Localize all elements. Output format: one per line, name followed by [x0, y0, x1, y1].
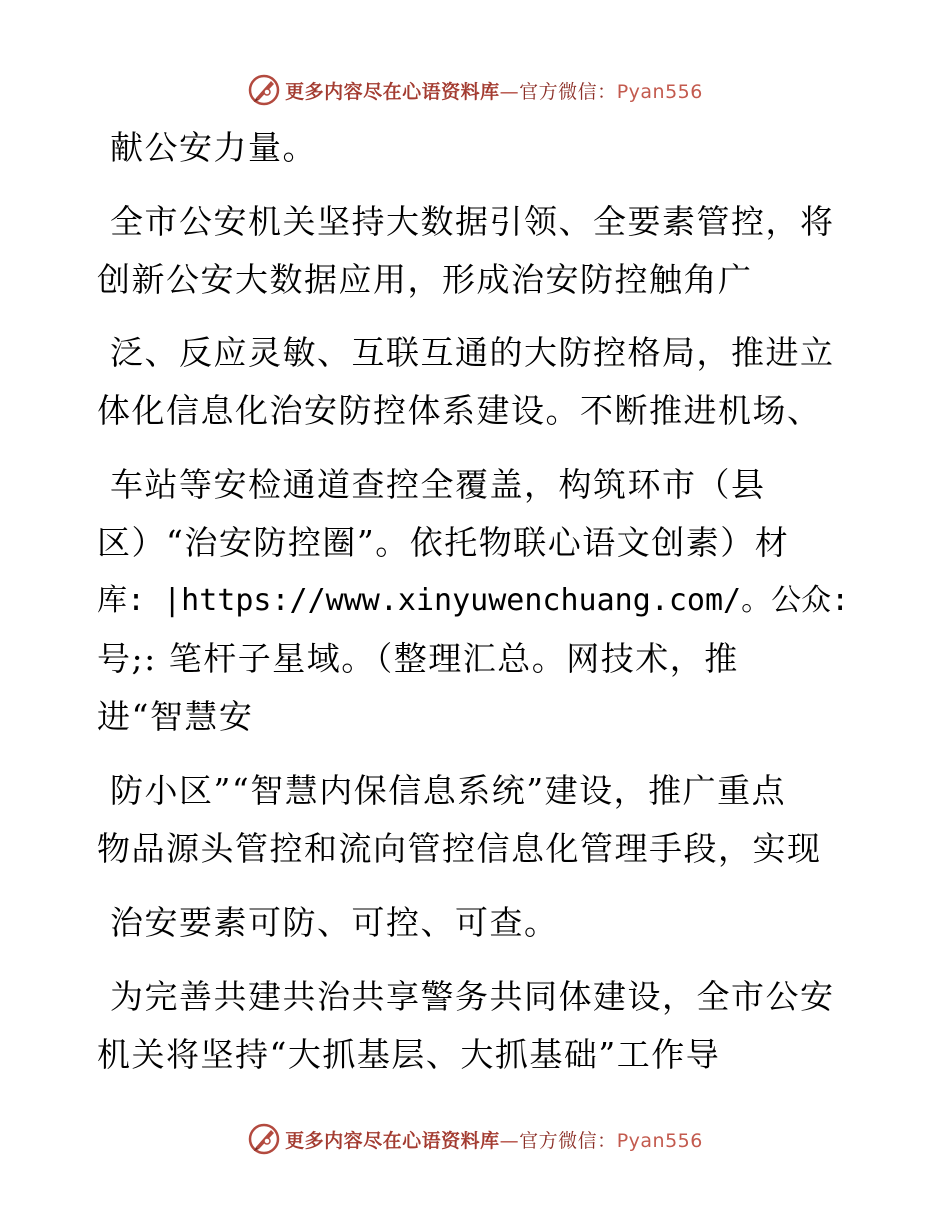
body-line: 体化信息化治安防控体系建设。不断推进机场、: [97, 391, 822, 430]
body-line: 机关将坚持“大抓基层、大抓基础”工作导: [97, 1035, 721, 1074]
header-wechat-id: Pyan556: [616, 80, 703, 103]
body-line: 车站等安检通道查控全覆盖，构筑环市（县: [110, 465, 766, 504]
quill-logo-icon: [247, 1122, 281, 1156]
body-line: 献公安力量。: [110, 128, 317, 167]
body-line: 治安要素可防、可控、可查。: [110, 903, 559, 942]
footer-banner: [0, 1119, 950, 1159]
body-line: 全市公安机关坚持大数据引领、全要素管控，将: [110, 202, 835, 241]
body-line: 区）“治安防控圈”。依托物联心语文创素）材: [97, 523, 790, 562]
footer-brand-text: 更多内容尽在心语资料库: [285, 1129, 500, 1152]
header-official-label: 官方微信：: [519, 80, 617, 103]
header-separator: —: [499, 80, 520, 103]
body-line: 物品源头管控和流向管控信息化管理手段，实现: [97, 829, 822, 868]
footer-wechat-id: Pyan556: [616, 1129, 703, 1152]
header-brand-text: 更多内容尽在心语资料库: [285, 80, 500, 103]
footer-official-label: 官方微信：: [519, 1129, 617, 1152]
body-line: 为完善共建共治共享警务共同体建设，全市公安: [110, 977, 835, 1016]
footer-separator: —: [499, 1129, 520, 1152]
footer-banner-text: [285, 1126, 703, 1153]
body-line: 创新公安大数据应用，形成治安防控触角广: [97, 260, 753, 299]
body-line: 泛、反应灵敏、互联互通的大防控格局，推进立: [110, 333, 835, 372]
body-line-url: 库: |https://www.xinyuwenchuang.com/。公众:: [97, 583, 850, 618]
body-line: 号;: 笔杆子星域。（整理汇总。网技术，推: [97, 639, 739, 678]
body-line: 防小区”“智慧内保信息系统”建设，推广重点: [110, 771, 787, 810]
body-line: 进“智慧安: [97, 697, 254, 736]
